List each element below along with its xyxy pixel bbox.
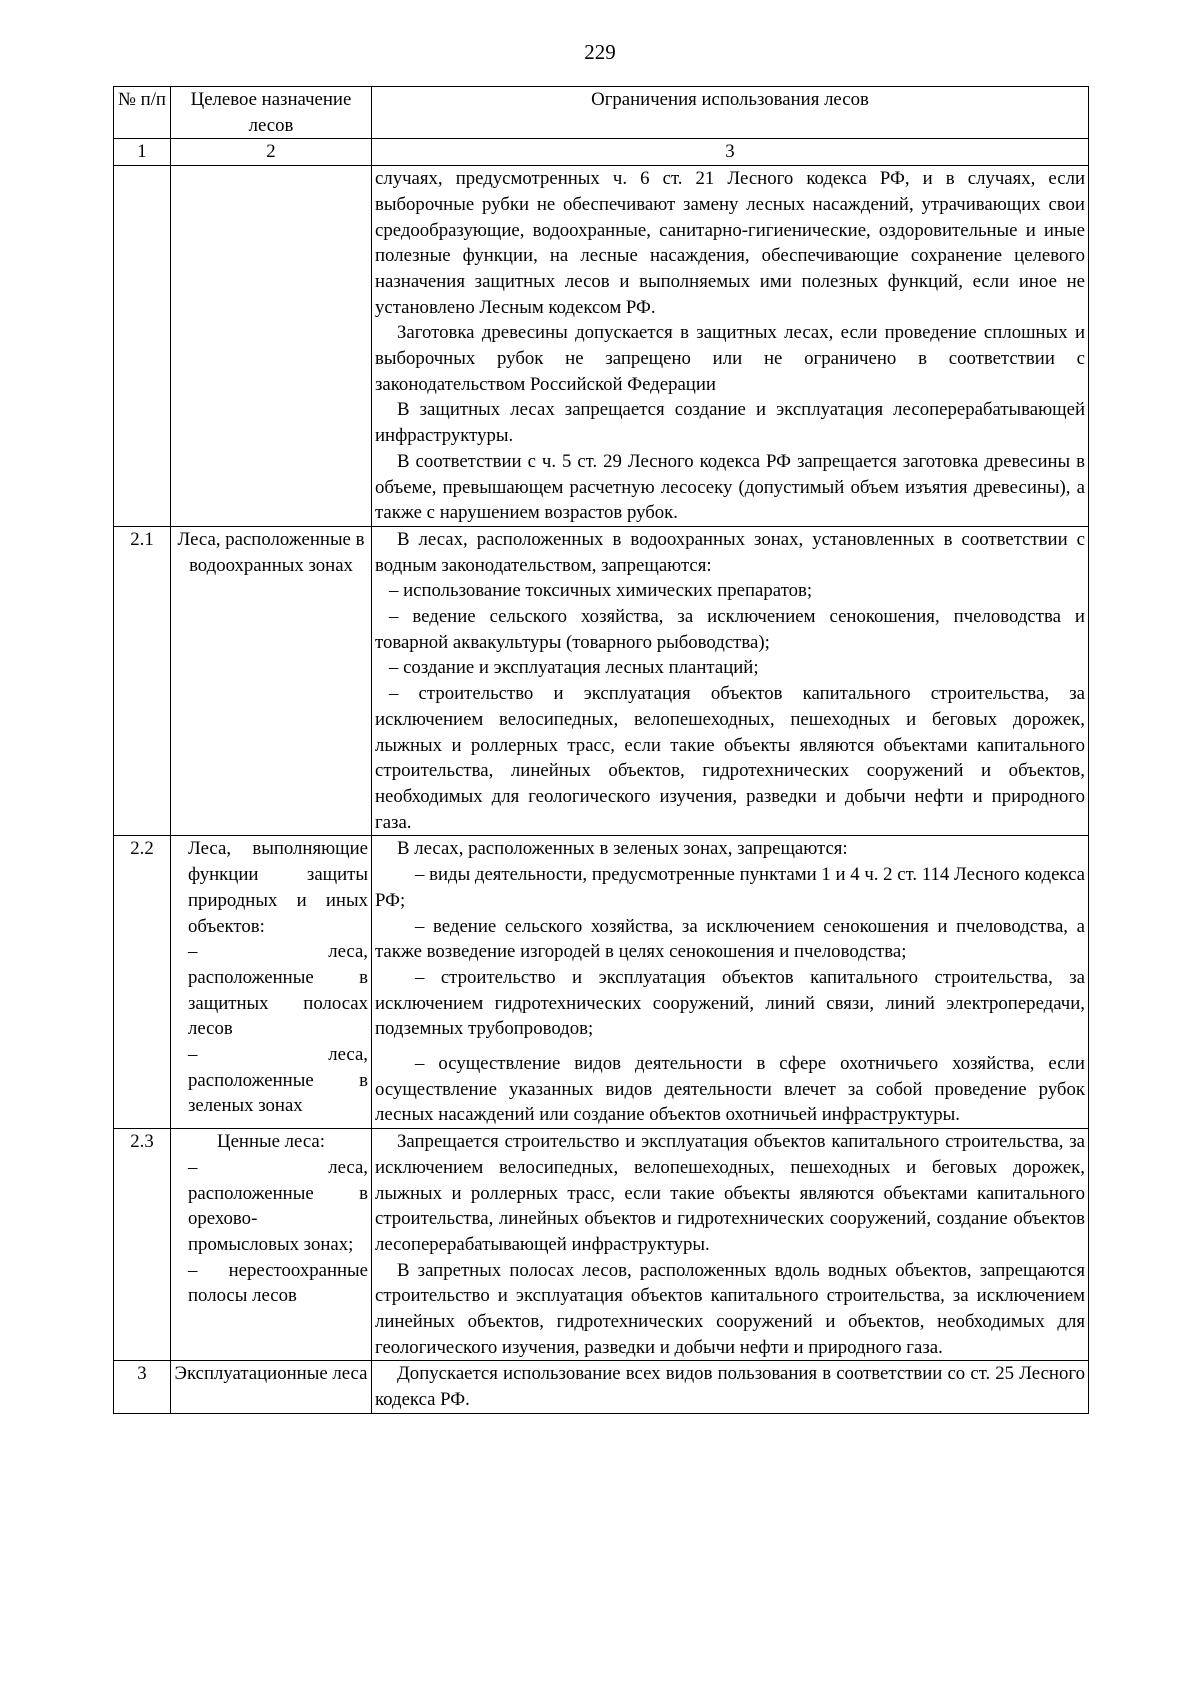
paragraph: Запрещается строительство и эксплуатация объектов капитального строительства, за исключением велосипедных, велопешеходных, пешеходных и беговых дорожек, лыжных и роллерных трасс, если такие объекты являются объектами капитального строительства, линейных объектов и гидротехнических сооружений, создание объектов лесоперерабатывающей инфраструктуры. — [375, 1131, 1085, 1255]
purpose-item: – нерестоохранные полосы лесов — [188, 1259, 368, 1307]
column-index-2: 2 — [171, 139, 372, 166]
paragraph: В лесах, расположенных в водоохранных зонах, установленных в соответствии с водным законодательством, запрещаются: — [375, 528, 1085, 576]
table-row-2-3 — [114, 1129, 1089, 1361]
row-num: 2.3 — [114, 1129, 171, 1361]
table-row-continuation — [114, 166, 1089, 527]
row-purpose: Эксплуатационные леса — [171, 1361, 372, 1413]
list-item: – создание и эксплуатация лесных плантаций; — [389, 657, 759, 679]
header-purpose: Целевое назначение лесов — [171, 87, 372, 139]
row-purpose — [171, 166, 372, 527]
paragraph: Допускается использование всех видов пользования в соответствии со ст. 25 Лесного кодекса РФ. — [375, 1363, 1085, 1411]
column-index-3: 3 — [372, 139, 1089, 166]
row-purpose — [171, 836, 372, 1129]
table-row-3 — [114, 1361, 1089, 1413]
list-item: – осуществление видов деятельности в сфере охотничьего хозяйства, если осуществление указанных видов деятельности влечет за собой проведение рубок лесных насаждений или создание объектов охотничьей инфраструктуры. — [375, 1053, 1085, 1126]
list-item: – использование токсичных химических препаратов; — [389, 580, 813, 602]
header-num: № п/п — [114, 87, 171, 139]
page-number: 229 — [584, 40, 616, 64]
list-item: – строительство и эксплуатация объектов капитального строительства, за исключением велосипедных, велопешеходных, пешеходных и беговых дорожек, лыжных и роллерных трасс, если такие объекты являются объектами капитального строительства, линейных объектов, гидротехнических сооружений и объектов, необходимых для геологического изучения, разведки и добычи нефти и природного газа. — [375, 683, 1085, 833]
purpose-item: – леса, расположенные в зеленых зонах — [188, 1044, 368, 1117]
purpose-title: Леса, выполняющие функции защиты природных и иных объектов: — [188, 838, 368, 937]
paragraph: случаях, предусмотренных ч. 6 ст. 21 Лесного кодекса РФ, и в случаях, если выборочные рубки не обеспечивают замену лесных насаждений, утрачивающих свои средообразующие, водоохранные, санитарно-гигиенические, оздоровительные и иные полезные функции, на лесные насаждения, обеспечивающие сохранение целевого назначения защитных лесов и выполняемых ими полезных функций, если иное не установлено Лесным кодексом РФ. — [375, 168, 1085, 318]
list-item: – строительство и эксплуатация объектов капитального строительства, за исключением гидротехнических сооружений, линий связи, линий электропередачи, подземных трубопроводов; — [375, 966, 1085, 1040]
row-num: 3 — [114, 1361, 171, 1413]
row-purpose: Леса, расположенные в водоохранных зонах — [171, 526, 372, 835]
row-restrictions — [372, 1361, 1089, 1413]
paragraph: Заготовка древесины допускается в защитных лесах, если проведение сплошных и выборочных рубок не запрещено или не ограничено в соответствии с законодательством Российской Федерации — [375, 322, 1085, 395]
paragraph: В соответствии с ч. 5 ст. 29 Лесного кодекса РФ запрещается заготовка древесины в объеме, превышающем расчетную лесосеку (допустимый объем изъятия древесины), а также с нарушением возрастов рубок. — [375, 450, 1085, 524]
row-restrictions — [372, 836, 1089, 1129]
spacer — [375, 1042, 1085, 1051]
paragraph: В запретных полосах лесов, расположенных вдоль водных объектов, запрещаются строительство и эксплуатация объектов капитального строительства, за исключением линейных объектов, гидротехнических сооружений и объектов, необходимых для геологического изучения, разведки и добычи нефти и природного газа. — [375, 1259, 1085, 1358]
row-num: 2.2 — [114, 836, 171, 1129]
purpose-title: Ценные леса: — [217, 1131, 325, 1153]
list-item: – ведение сельского хозяйства, за исключением сенокошения и пчеловодства, а также возведение изгородей в целях сенокошения и пчеловодства; — [375, 915, 1085, 963]
paragraph: В лесах, расположенных в зеленых зонах, запрещаются: — [397, 838, 848, 860]
forest-restrictions-table — [113, 86, 1089, 1414]
paragraph: В защитных лесах запрещается создание и эксплуатация лесоперерабатывающей инфраструктуры. — [375, 399, 1085, 447]
row-restrictions — [372, 526, 1089, 835]
table-header-row — [114, 87, 1089, 139]
column-index-row — [114, 139, 1089, 166]
row-restrictions — [372, 166, 1089, 527]
row-restrictions — [372, 1129, 1089, 1361]
list-item: – ведение сельского хозяйства, за исключением сенокошения, пчеловодства и товарной аквакультуры (товарного рыбоводства); — [375, 606, 1085, 653]
row-num: 2.1 — [114, 526, 171, 835]
row-num — [114, 166, 171, 527]
table-row-2-2 — [114, 836, 1089, 1129]
table-row-2-1 — [114, 526, 1089, 835]
list-item: – виды деятельности, предусмотренные пунктами 1 и 4 ч. 2 ст. 114 Лесного кодекса РФ; — [375, 864, 1085, 911]
purpose-item: – леса, расположенные в защитных полосах лесов — [188, 941, 368, 1040]
row-purpose — [171, 1129, 372, 1361]
purpose-item: – леса, расположенные в орехово-промысловых зонах; — [188, 1156, 368, 1255]
header-restrictions: Ограничения использования лесов — [372, 87, 1089, 139]
column-index-1: 1 — [114, 139, 171, 166]
